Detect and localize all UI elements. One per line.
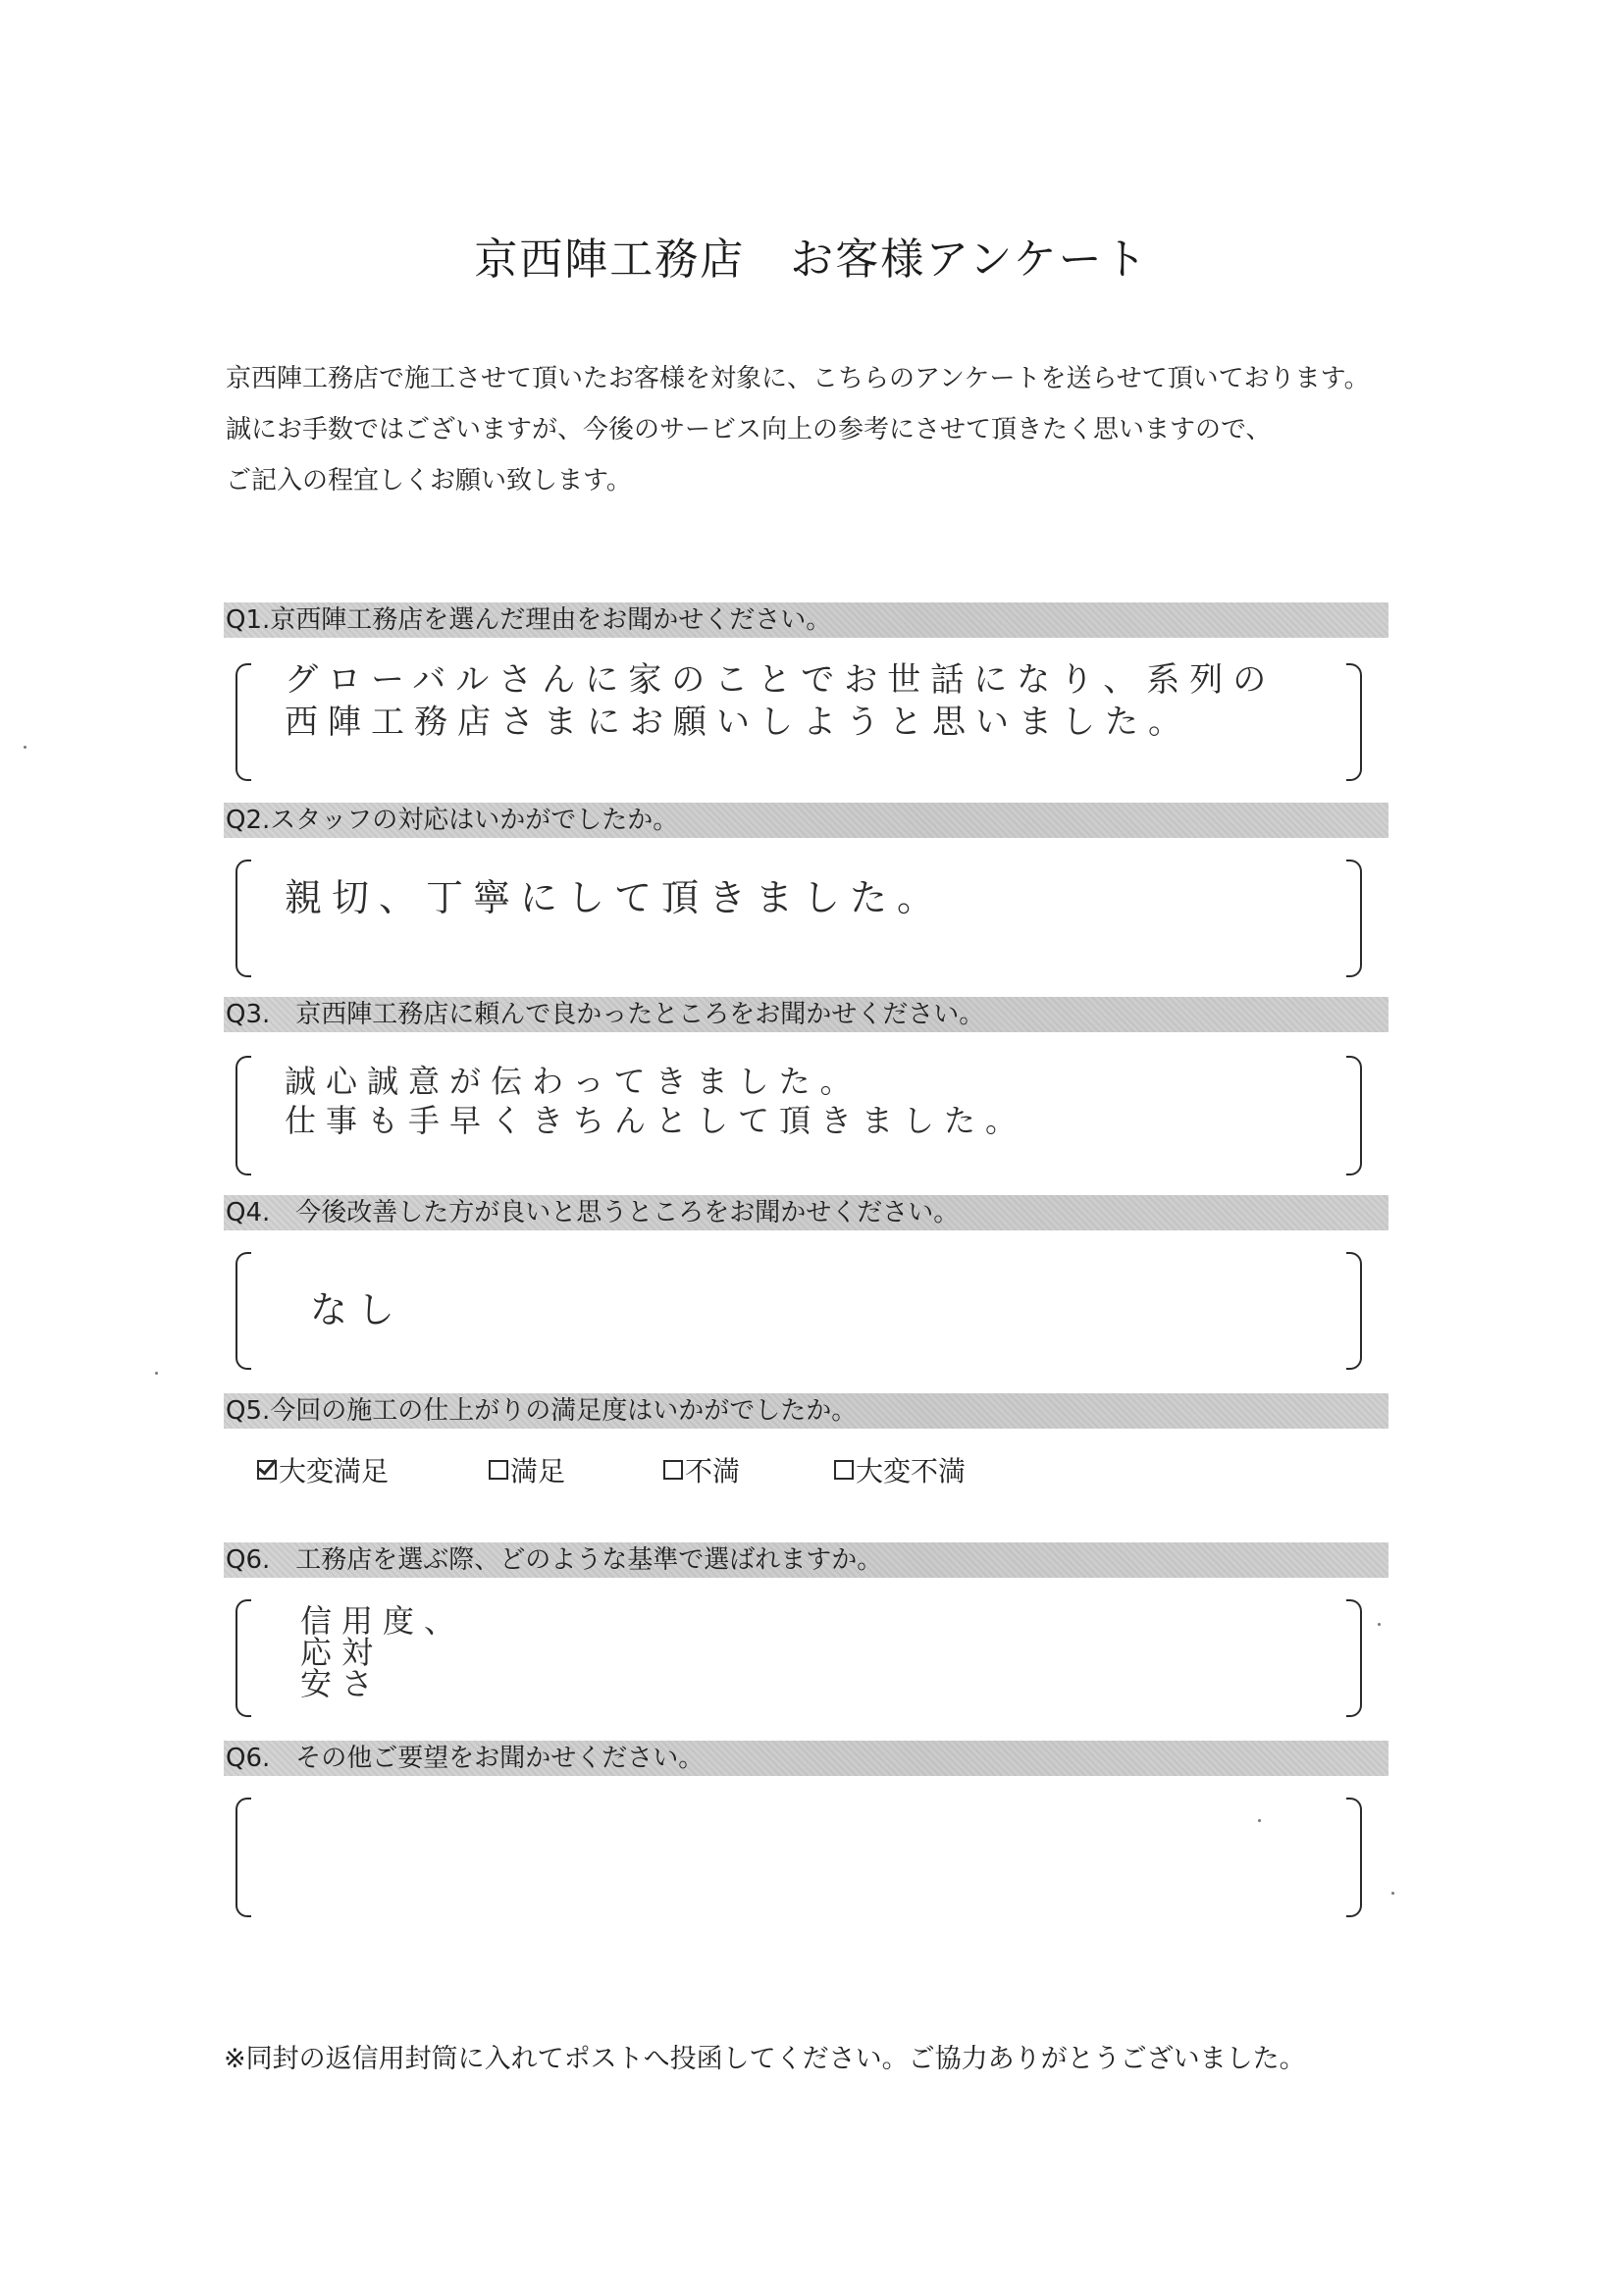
question-header-q7 xyxy=(224,1741,1388,1776)
question-label: Q1.京西陣工務店を選んだ理由をお聞かせください。 xyxy=(226,605,832,635)
answer-bracket-right xyxy=(1346,663,1362,781)
checkbox-icon[interactable] xyxy=(834,1460,854,1480)
question-label: Q3. 京西陣工務店に頼んで良かったところをお聞かせください。 xyxy=(226,1000,985,1029)
answer-q4 xyxy=(310,1287,404,1334)
question-header-q5 xyxy=(224,1393,1388,1429)
answer-bracket-left xyxy=(236,1056,251,1175)
intro-line: 京西陣工務店で施工させて頂いたお客様を対象に、こちらのアンケートを送らせて頂いております。 xyxy=(226,364,1370,393)
option-very-satisfied[interactable] xyxy=(257,1450,389,1489)
scan-speck xyxy=(1391,1892,1394,1895)
option-satisfied[interactable] xyxy=(489,1450,565,1489)
answer-line: 安さ xyxy=(300,1665,384,1702)
option-label: 不満 xyxy=(685,1455,741,1487)
option-label: 満足 xyxy=(510,1455,566,1487)
option-very-dissatisfied[interactable] xyxy=(834,1450,966,1489)
answer-line: 西陣工務店さまにお願いしようと思いました。 xyxy=(285,702,1191,742)
answer-line: 誠心誠意が伝わってきました。 xyxy=(285,1063,862,1100)
page-title: 京西陣工務店 お客様アンケート xyxy=(474,235,1149,285)
answer-bracket-left xyxy=(236,1252,251,1370)
answer-bracket-left xyxy=(236,1599,251,1717)
answer-line: 応対 xyxy=(300,1634,384,1671)
answer-line: なし xyxy=(310,1288,405,1331)
question-header-q4 xyxy=(224,1195,1388,1230)
answer-bracket-left xyxy=(236,1798,251,1917)
answer-q3 xyxy=(285,1062,1026,1140)
question-header-q3 xyxy=(224,997,1388,1032)
intro-text xyxy=(226,353,1501,506)
question-label: Q4. 今後改善した方が良いと思うところをお聞かせください。 xyxy=(226,1198,960,1227)
answer-bracket-right xyxy=(1346,1056,1362,1175)
checkbox-icon[interactable] xyxy=(663,1460,683,1480)
answer-q2 xyxy=(285,875,944,922)
question-label: Q6. その他ご要望をお聞かせください。 xyxy=(226,1744,705,1773)
checkbox-checked-icon[interactable] xyxy=(257,1460,277,1480)
question-header-q1 xyxy=(224,602,1388,638)
answer-bracket-left xyxy=(236,663,251,781)
intro-line: ご記入の程宜しくお願い致します。 xyxy=(226,466,632,496)
answer-bracket-right xyxy=(1346,1798,1362,1917)
scan-speck xyxy=(1378,1623,1381,1626)
option-dissatisfied[interactable] xyxy=(663,1450,740,1489)
question-label: Q5.今回の施工の仕上がりの満足度はいかがでしたか。 xyxy=(226,1396,858,1426)
intro-line: 誠にお手数ではございますが、今後のサービス向上の参考にさせて頂きたく思いますので、 xyxy=(226,415,1272,444)
checkbox-icon[interactable] xyxy=(489,1460,508,1480)
question-label: Q2.スタッフの対応はいかがでしたか。 xyxy=(226,806,679,835)
question-header-q6 xyxy=(224,1542,1388,1578)
scan-speck xyxy=(155,1372,158,1375)
answer-line: 仕事も手早くきちんとして頂きました。 xyxy=(285,1102,1027,1139)
answer-line: 信用度、 xyxy=(300,1602,466,1640)
question-label: Q6. 工務店を選ぶ際、どのような基準で選ばれますか。 xyxy=(226,1545,883,1575)
scan-speck xyxy=(1258,1819,1261,1822)
answer-line: グローバルさんに家のことでお世話になり、系列の xyxy=(285,660,1277,700)
answer-bracket-left xyxy=(236,860,251,977)
answer-q1 xyxy=(285,659,1276,743)
option-label: 大変不満 xyxy=(856,1455,967,1487)
question-header-q2 xyxy=(224,803,1388,838)
answer-bracket-right xyxy=(1346,860,1362,977)
option-label: 大変満足 xyxy=(279,1455,390,1487)
answer-bracket-right xyxy=(1346,1252,1362,1370)
answer-bracket-right xyxy=(1346,1599,1362,1717)
scan-speck xyxy=(24,746,26,749)
footer-note: ※同封の返信用封筒に入れてポストへ投函してください。ご協力ありがとうございました。 xyxy=(224,2044,1306,2074)
answer-q6 xyxy=(300,1602,466,1702)
answer-line: 親切、丁寧にして頂きました。 xyxy=(285,876,945,919)
